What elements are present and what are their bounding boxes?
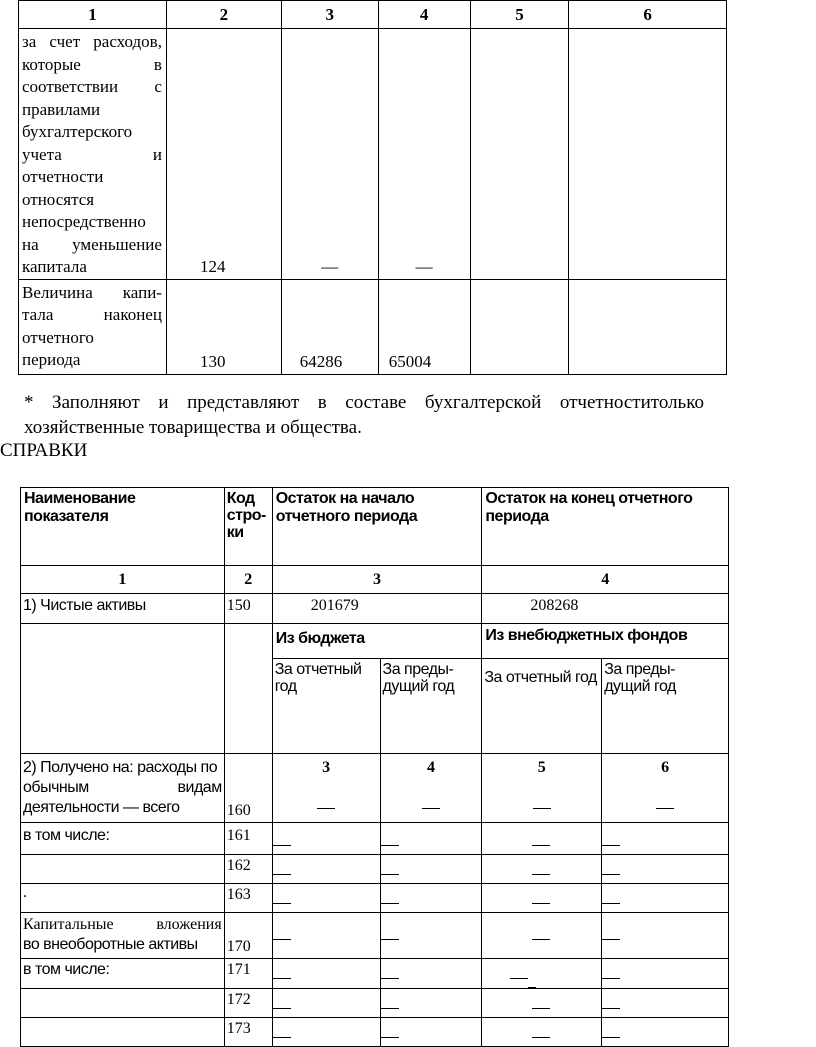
current-year-header: За отчетный год — [482, 659, 602, 754]
cell-empty — [569, 279, 727, 374]
received-label: 2) Получено на: расходы по обычным видам деятельности — всего — [21, 754, 225, 823]
incl-label: в том числе: — [21, 959, 225, 989]
dash — [381, 874, 399, 875]
dash — [532, 1008, 550, 1009]
column-numbers-row — [21, 566, 729, 594]
table-row — [21, 1018, 729, 1047]
dash — [510, 978, 528, 979]
row-code: 130 — [166, 279, 281, 374]
cell-empty — [21, 989, 225, 1018]
table-row — [19, 29, 727, 280]
col-number: 2 — [224, 566, 272, 594]
table-row — [21, 754, 729, 823]
table-row — [21, 624, 729, 659]
dash — [532, 939, 550, 940]
header-start: Остаток на начало отчетного периода — [272, 488, 482, 566]
current-year-header: За отчетный год — [272, 659, 380, 754]
cell-empty — [470, 29, 569, 280]
capital-label: Капитальные вложения во внеоборотные активы — [21, 913, 225, 959]
continuation-table — [18, 0, 727, 375]
dash — [602, 845, 620, 846]
col-number: 6 — [569, 1, 727, 29]
cell-empty — [470, 279, 569, 374]
dash — [317, 808, 335, 809]
dash — [422, 808, 440, 809]
col-number: 5 — [470, 1, 569, 29]
col-number: 4 — [482, 566, 729, 594]
dash — [381, 845, 399, 846]
header-code: Код стро- ки — [224, 488, 272, 566]
col-number-dash: 4 — [380, 754, 482, 823]
dash — [532, 874, 550, 875]
net-assets-label: 1) Чистые активы — [21, 594, 225, 624]
cell-empty — [224, 624, 272, 754]
row-code: 170 — [224, 913, 272, 959]
dash — [532, 903, 550, 904]
dash — [602, 978, 620, 979]
row-label: за счет расходов, которые в соответствии с правилами бухгалтерского учета и отчетности относятся непосредственно на уменьшение капитала — [19, 29, 167, 280]
dash — [273, 1008, 291, 1009]
header-row — [21, 488, 729, 566]
cell-empty — [21, 1018, 225, 1047]
col-number: 2 — [166, 1, 281, 29]
dash — [273, 874, 291, 875]
reference-table — [20, 487, 729, 1047]
row-code: 172 — [224, 989, 272, 1018]
col-number: 3 — [272, 566, 482, 594]
underscore-mark — [528, 987, 536, 988]
footnote: * Заполняют и представляют в составе бухгалтерской отчетноститолько хозяйственные товарищества и общества. — [24, 392, 704, 438]
dash — [381, 978, 399, 979]
dash — [533, 808, 551, 809]
cell-value: 201679 — [272, 594, 482, 624]
header-name: Наименование показателя — [21, 488, 225, 566]
dash — [381, 903, 399, 904]
table-row — [21, 989, 729, 1018]
dash — [381, 1008, 399, 1009]
cell-empty — [569, 29, 727, 280]
dash — [602, 1008, 620, 1009]
dash — [532, 845, 550, 846]
table-row — [21, 855, 729, 884]
row-code: 162 — [224, 855, 272, 884]
col-number-dash: 3 — [272, 754, 380, 823]
from-funds-header: Из внебюджетных фондов — [482, 624, 729, 659]
col-number: 3 — [281, 1, 378, 29]
header-end: Остаток на конец отчетного периода — [482, 488, 729, 566]
dash — [602, 939, 620, 940]
col-number-dash: 6 — [602, 754, 729, 823]
row-code: 124 — [166, 29, 281, 280]
dash — [273, 939, 291, 940]
row-code: 163 — [224, 884, 272, 913]
dash — [273, 845, 291, 846]
table-row — [21, 594, 729, 624]
table-row — [21, 823, 729, 855]
dash — [602, 874, 620, 875]
dash — [602, 903, 620, 904]
col-number: 1 — [19, 1, 167, 29]
cell-empty — [21, 624, 225, 754]
row-code: 160 — [224, 754, 272, 823]
cell-value: 64286 — [281, 279, 378, 374]
cell-value: 208268 — [482, 594, 729, 624]
dot-label: . — [21, 884, 225, 913]
col-number: 1 — [21, 566, 225, 594]
dash — [381, 939, 399, 940]
table-row — [21, 884, 729, 913]
table-row — [21, 913, 729, 959]
col-number-dash: 5 — [482, 754, 602, 823]
col-number: 4 — [378, 1, 470, 29]
row-code: 173 — [224, 1018, 272, 1047]
dash — [273, 978, 291, 979]
incl-label: в том числе: — [21, 823, 225, 855]
column-numbers-row — [19, 1, 727, 29]
row-label: Величина капи- тала наконец отчетного периода — [19, 279, 167, 374]
row-code: 150 — [224, 594, 272, 624]
dash — [656, 808, 674, 809]
previous-year-header: За преды- дущий год — [602, 659, 729, 754]
table-row — [19, 279, 727, 374]
section-title: СПРАВКИ — [0, 440, 88, 461]
cell-value: 65004 — [378, 279, 470, 374]
row-code: 171 — [224, 959, 272, 989]
from-budget-header: Из бюджета — [272, 624, 482, 659]
table-row — [21, 959, 729, 989]
cell-empty — [21, 855, 225, 884]
previous-year-header: За преды- дущий год — [380, 659, 482, 754]
row-code: 161 — [224, 823, 272, 855]
cell-value: — — [281, 29, 378, 280]
cell-value: — — [378, 29, 470, 280]
dash — [273, 903, 291, 904]
